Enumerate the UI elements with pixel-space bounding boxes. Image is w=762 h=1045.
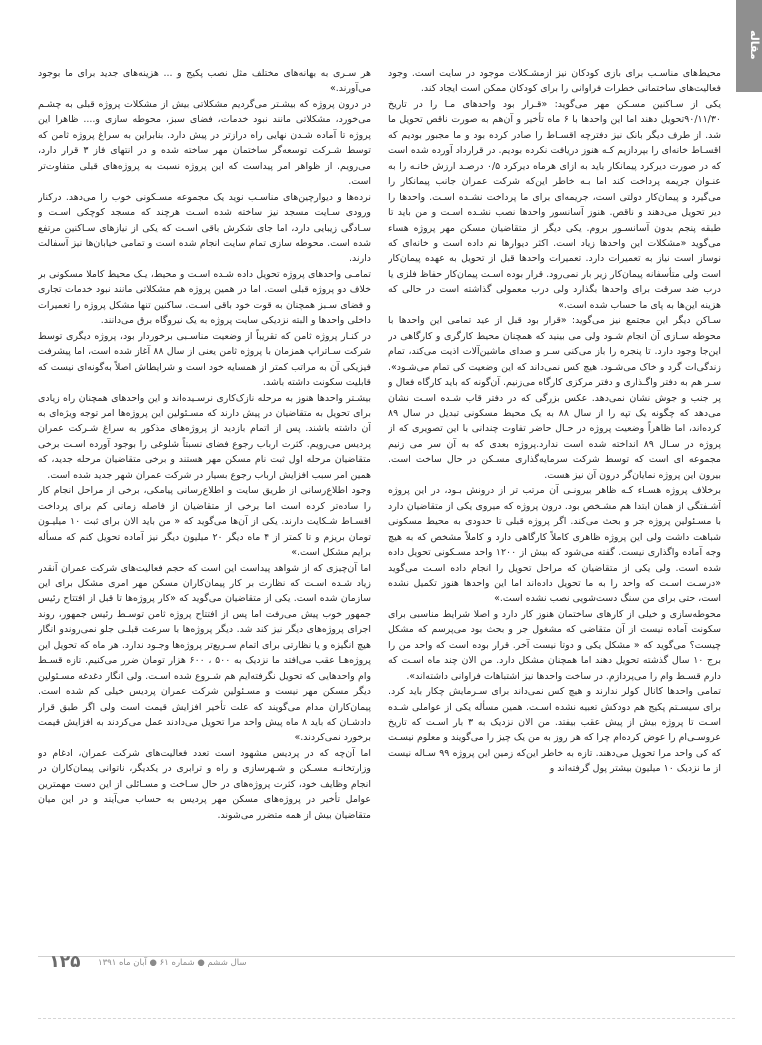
- article-column-right: [388, 66, 721, 938]
- section-tab-label: مقاله: [748, 30, 761, 60]
- issue-info: سال ششم ● شماره ۶۱ ● آبان ماه ۱۳۹۱: [98, 958, 247, 968]
- article-column-left: [38, 66, 371, 938]
- paragraph: وجود اطلاع‌رسانی از طریق سایت و اطلاع‌رسانی پیامکی، برخی از مراحل انجام کار را سادەتر کرده است اما برخی از متقاضیان از فاصله زمانی کم برای پرداخت اقسـاط شـکایت دارند. یکی از آن‌ها می‌گوید که « من باید الان برای ثبت ۱۰ میلیـون تومان بریزم و تا کمتر از ۴ ماه دیگر ۲۰ میلیون دیگر نیز آماده تحویل کنم که مسأله برایم مشکل است.»: [38, 485, 371, 559]
- paragraph: بیشـتر واحدها هنوز به مرحله نازک‌کاری نرسـیده‌اند و این واحدهای همچنان راه زیادی برای تحویل به متقاضیان در پیش دارند که مسـئولین این پروژه‌ها امر توجه ویژه‌ای به آن داشته باشند. پس از اتمام بازدید از پروژه‌های مذکور به سراغ شـرکت عمران پردیس می‌رویم. کثرت ارباب رجوع فضای نسبتاً شلوغی را بوجود آورده اسـت برخی متقاضیان مرحله اول ثبت نام مسکن مهر هستند و برخی متقاضیان مرحله جدید، که همین امر سبب افزایش ارباب رجوع بسیار در شرکت عمران شهر جدید شده است.: [38, 392, 371, 481]
- paragraph: اما آن‌چیزی که از شواهد پیداست این است که حجم فعالیت‌های شرکت عمران آنقدر زیاد شـده اسـت که نظارت بر کار پیمان‌کاران مسکن مهر امری مشکل برای این سازمان شده است. یکی از متقاضیان می‌گوید که «کار پروژه‌ها تا قبل از افتتاح رئیس جمهور خوب پیش می‌رفت اما پس از افتتاح پروژه ثامن توسـط رئیس جمهور، روند اجرای پروژه‌های دیگر نیز کند شد. دیگر پروژه‌ها با سرعت قبلـی جلو نمی‌روندو انگار هیچ انگیزه و یا نظارتی برای اتمام سـریع‌تر پروژه‌ها وجـود ندارد. هر ماه که تحویل این پروژه‌هـا عقب می‌افتد ما نزدیک به ۵۰۰ ، ۶۰۰ هزار تومان ضرر می‌کنیم. تازه قسـط وام واحدهایی که تحویل نگرفته‌ایم هم شـروع شده اسـت. ولی انگار دغدغه مسـئولین دیگر مسکن مهر نیست و مسـئولین شرکت عمران پردیس خیلی کم شده است. پیمان‌کاران مدام می‌گویند که علت تأخیر افزایش قیمت است ولی اگر طبق قرار دادشـان که باید ۸ ماه پیش واحد مرا تحویل می‌دادند عمل می‌کردند به افزایش قیمت برخورد نمی‌کردند.»: [38, 562, 371, 744]
- paragraph: در درون پروژه که بیشـتر می‌گردیم مشکلاتی بیش از مشکلات پروژه قبلی به چشـم می‌خورد، مشکلاتی مانند نبود خدمات، فضای سبز، محوطه سازی و.... ظاهرا این پروژه تا آماده شـدن نهایی راه درازتر در پیش دارد. بنابراین به سراغ پروژه ثامن که توسط شـرکت توسعه‌گر ساختمان مهر ساخته شده و در انتهای فاز ۳ قرار دارد، می‌رویم. از ظواهر امر پیداست که این پروژه نسبت به پروژه‌های قبلی متفاوت‌تر است.: [38, 98, 371, 188]
- paragraph: یکی از سـاکنین مسـکن مهر می‌گوید: «قـرار بود واحدهای مـا را در تاریخ ۹۰/۱۱/۳۰تحویل دهند اما این واحدها با ۶ ماه تأخیر و آن‌هم به صورت ناقص تحویل ما شد. از طرف دیگر بانک نیز دفترچه اقسـاط را صادر کرده بود و ما مجبور بودیم که اقسـاط خانه‌ای را بپردازیم کـه هنوز دریافت نکرده بودیم. در قرارداد آورده شده است که در صورت دیرکرد پیمانکار باید به ازای هرماه دیرکرد ۰/۵ درصـد ارزش خانـه را به عنـوان جریمه پرداخت کند اما بـه خاطر این‌که شرکت عمران جانب پیمانکار را می‌گیرد و پیمان‌کار دولتی است، جریمه‌ای برای ما پرداخت نشـده اسـت. واحدها را دیر تحویل می‌دهند و ناقص. هنوز آسانسور واحدها نصب نشـده اسـت و من باید تا طبقه پنجم بدون آسانسـور بروم. یکی دیگر از متقاضیان مسکن مهر پروژه هساء می‌گوید «مشکلات این واحدها زیاد است. اکثر دیوارها نم داده است و خانه‌ای که نوساز است نیاز به تعمیرات دارد. تعمیرات واحدها قبل از تحویل به عهده پیمان‌کار است ولی متأسفانه پیمان‌کار زیر بار نمی‌رود. قرار بوده اسـت پیمان‌کار حفاظ فلزی یا درب ضد سرقت برای واحدها بگذارد ولی درب معمولی گذاشته است در حالی که هزینه این‌ها به پای ما حساب شده است.»: [388, 98, 721, 311]
- page-number: ۱۲۵: [49, 952, 81, 972]
- paragraph: هر سـری به بهانه‌های مختلف مثل نصب پکیج و ... هزینه‌های جدید برای ما بوجود می‌آورند.»: [38, 68, 371, 95]
- paragraph: تمامـی واحدهای پروژه تحویل داده شـده اسـت و محیط، یـک محیط کاملا مسکونی بر خلاف دو پروژه قبلی است. اما در همین پروژه هم مشکلاتی مانند نبود خدمات تجاری و فضای سـبز همچنان به قوت خود باقی اسـت. ساکنین تنها مشکل پروژه را تعمیرات داخلی واحدها و البته نزدیکی سایت پروژه به یک نیروگاه برق می‌دانند.: [38, 268, 371, 327]
- paragraph: تمامی واحدها کانال کولر ندارند و هیچ کس نمی‌داند برای سـرمایش چکار باید کرد. برای سیسـتم پکیج هم دودکش تعبیه نشده اسـت. همین مسأله یکی از عواملی شـده اسـت تا پروژه بیش از پیش عقب بیفتد. من الان نزدیک به ۳ بار اسـت که تاریخ عروسـی‌ام را عوض کرده‌ام چرا که هر روز به من یک چیز را می‌گویند و معلوم نیسـت که کی واحد مرا تحویل می‌دهند. تازه به خاطر این‌که زمین این پروژه ۹۹ سـاله نیست از ما نزدیک ۱۰ میلیون بیشتر پول گرفته‌اند و: [388, 686, 721, 775]
- section-tab: [736, 0, 762, 92]
- paragraph: محیط‌های مناسـب برای بازی کودکان نیز ازمشـکلات موجود در سایت است. وجود فعالیت‌های ساختمانی خطرات فراوانی را برای کودکان ممکن است ایجاد کند.: [388, 68, 721, 95]
- page-cut-line: [38, 1018, 735, 1019]
- paragraph: محوطه‌سازی و خیلی از کارهای ساختمان هنوز کار دارد و اصلا شرایط مناسبی برای سکونت آماده نیست از آن متقاضی که مشغول جر و بحث بود می‌پرسم که مشکل چیست؟ می‌گوید که « مشکل یکی و دوتا نیست آخر. قرار بوده است که واحد من را برج ۱۰ سال گذشته تحویل دهند اما همچنان مشکل دارد. من الان چند ماه اسـت که دارم قسـط وام را می‌پردازم. در ساخت واحدها نیز اشتباهات فراوانی داشته‌اند».: [388, 608, 721, 682]
- paragraph: در کنـار پروژه ثامن که تقریباً از وضعیت مناسـبی برخوردار بود، پروژه دیگری توسط شرکت سـاتراپ همزمان با پروژه ثامن یعنی از سال ۸۸ آغاز شده است، اما پیشرفت فیزیکی آن به مراتب کمتر از همسایه خود است و شرایطاش اصلاً به‌گونه‌ای نیست که قابلیت سکونت داشته باشد.: [38, 330, 371, 389]
- paragraph: نرده‌ها و دیوارچین‌های مناسـب نوید یک مجموعه مسـکونی خوب را می‌دهد. درکنار ورودی سـایت مسجد نیز ساخته شده اسـت هرچند که مسجد کوچکی اسـت و سـادگی زیبایی دارد، اما جای شکرش باقی اسـت که یکی از نیازهای سـاکنین مرتفع شده است. محوطه سازی تمام سایت انجام شده است و تمامی خیابان‌ها نیز آسفالت دارند.: [38, 191, 371, 265]
- paragraph: سـاکن دیگر این مجتمع نیز می‌گوید: «قرار بود قبل از عید تمامی این واحدها با محوطه سـازی آن انجام شـود ولی می بینید که همچنان محیط کارگری و کارگاهی در این‌جا وجود دارد. تا پنجره را باز می‌کنی سـر و صدای ماشین‌آلات اذیت می‌کند، تمام زندگی‌ات گرد و خاک می‌شـود. هیچ کس نمی‌داند که این وضعیت کی تمام می‌شـود». سـر هم به دفتر واگـذاری و دفتر مرکزی کارگاه می‌زنیم. آن‌گونه که باید کارگاه فعال و پر جنب و جوش نشان نمی‌دهد. عکس بزرگی که در دفتر قاب شـده اسـت نشان می‌دهد که چگونه یک تپه را از سال ۸۸ به یک محیط مسکونی تبدیل در سال ۸۹ کرده‌اند، اما ظاهراً وضعیت پروژه در حـال حاضر تفاوت چندانی با این تصویری که از پروژه در سـال ۸۹ انداخته شده است ندارد.پروژه بعدی که به آن سر می زنیم مجموعه ای است که توسط شرکت سرمایه‌گذاری مسـکن در حال ساخت است. بیرون این پروژه نمایان‌گر درون آن نیز هست.: [388, 315, 721, 481]
- footer-divider: [38, 956, 735, 957]
- paragraph: اما آن‌چه که در پردیس مشهود است تعدد فعالیت‌های شرکت عمران، ادغام دو وزارتخانـه مسـکن و شـهرسازی و راه و ترابری در یکدیگر، ناتوانی پیمان‌کاران در انجام وظایف خود، کثرت پروژه‌های در حال سـاخت و مسـائلی از این دست مهمترین عوامل تأخیر در پروژه‌های مسکن مهر پردیس به حساب می‌آیند و در این میان متقاضیان بیش از همه متضرر می‌شوند.: [38, 747, 371, 821]
- paragraph: برخلاف پروژه هسـاء کـه ظاهر بیرونـی آن مرتب تر از درونش بـود، در این پروژه آشـفتگی از همان ابتدا هم مشـخص بود. درون پروژه که میروی یکی از متقاضیان دارد با مسـئولین پروژه جر و بحث می‌کند. اگر پروژه قبلی تا حدودی به محیط مسکونی شباهت داشت ولی این پروژه ظاهری کاملاً کارگاهی دارد و کاملاً مشخص که به هیچ وجه آماده واگذاری نیست. گفته می‌شود که بیش از ۱۲۰۰ واحد مسـکونی تحویل داده شده است. ولی یکی از متقاضیان که مراحل تحویل را انجام داده اسـت می‌گوید «درسـت اسـت که واحد را به ما تحویل داده‌اند اما این واحدها هنوز تکمیل نشده است، حتی برای من سنگ دست‌شویی نصب نشده است.»: [388, 485, 721, 605]
